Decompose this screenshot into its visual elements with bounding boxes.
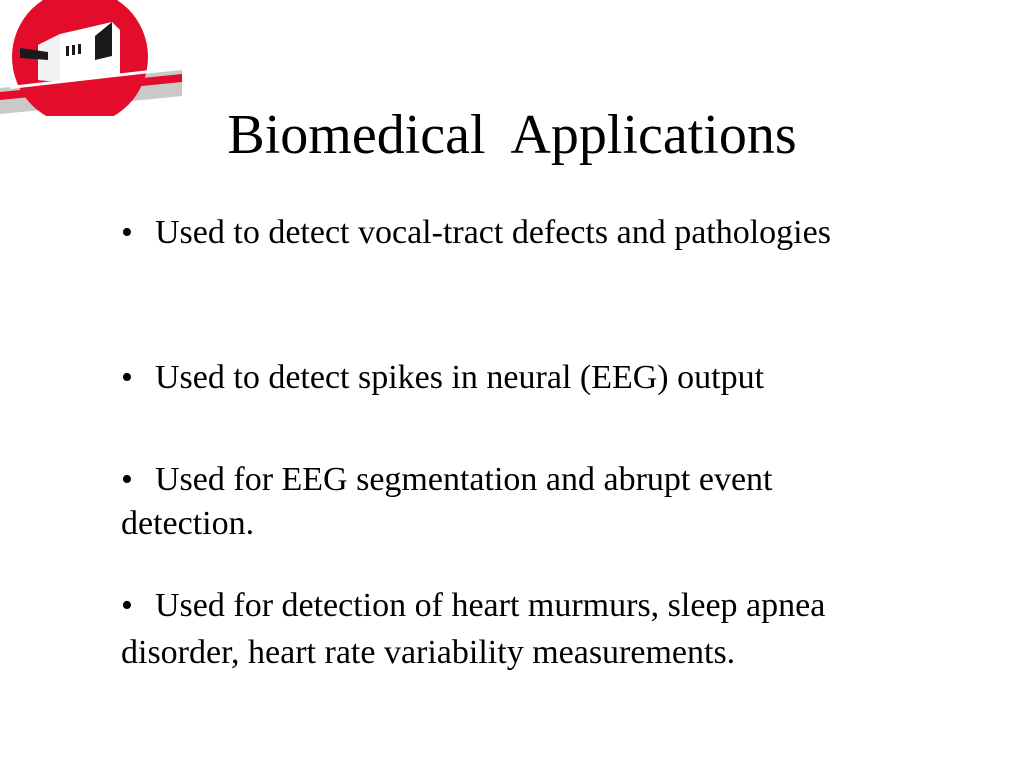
bullet-dot: •	[121, 359, 133, 396]
bullet-text: Used for EEG segmentation and abrupt event detection.	[121, 461, 773, 542]
bullet-dot: •	[121, 587, 133, 624]
bullet-dot: •	[121, 461, 133, 498]
bullet-text: Used for detection of heart murmurs, sleep apnea disorder, heart rate variability measurements.	[121, 587, 826, 671]
building-on-red-sun-logo-icon	[0, 0, 182, 116]
bullet-item	[121, 211, 911, 255]
bullet-item	[121, 458, 911, 546]
bullet-text: Used to detect spikes in neural (EEG) output	[155, 359, 765, 396]
bullet-item	[121, 582, 911, 676]
bullet-item	[121, 356, 911, 400]
slide-title: Biomedical Applications	[227, 104, 797, 166]
bullet-dot: •	[121, 214, 133, 251]
bullet-text: Used to detect vocal-tract defects and pathologies	[155, 214, 831, 251]
